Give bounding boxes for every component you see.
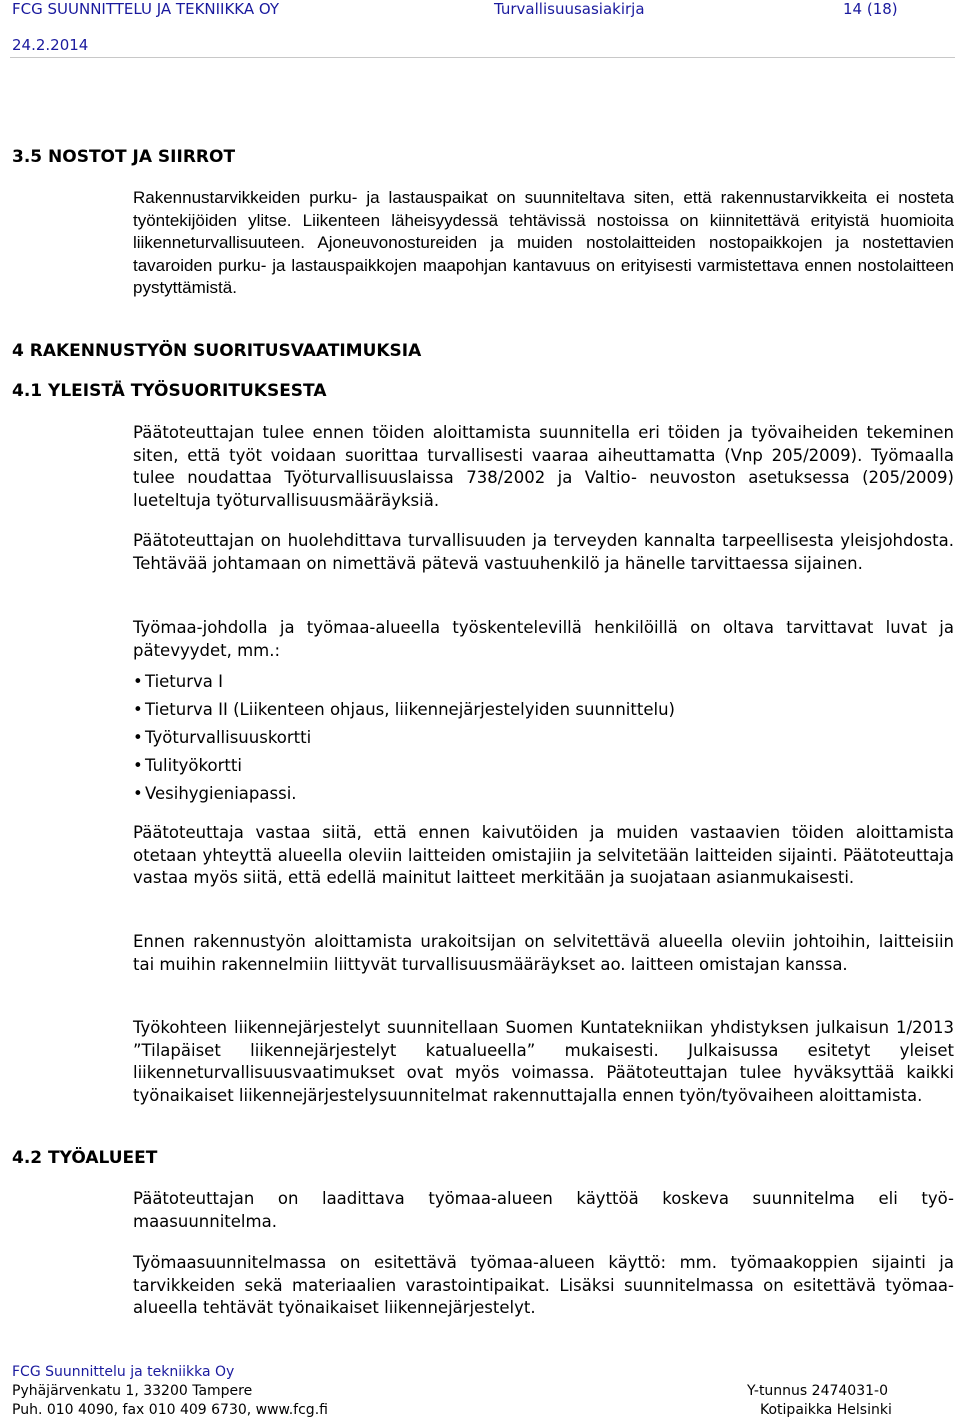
bullet-icon: • [133, 672, 143, 691]
bullet-icon: • [133, 784, 143, 803]
paragraph-4-2-2: Työmaasuunnitelmassa on esitettävä työmaa-alueen käyttö: mm. työmaakoppien sijainti ja tarvikkeiden sekä materiaalien varastointipaikat. Lisäksi suunnitelmassa on esitettävä työmaa-alueella tehtävät työnaikaiset liikennejärjestelyt. [133, 1253, 954, 1317]
footer-domicile: Kotipaikka Helsinki [760, 1402, 892, 1418]
heading-4-2: 4.2 TYÖALUEET [12, 1148, 158, 1168]
paragraph-4-1-2: Päätoteuttajan on huolehdittava turvallisuuden ja terveyden kannalta tarpeellisesta yleisjohdosta. Tehtävää johtamaan on nimettävä pätevä vastuuhenkilö ja hänelle tarvittaessa sijainen. [133, 531, 954, 573]
header-document-title: Turvallisuusasiakirja [494, 0, 645, 18]
paragraph-4-1-6: Työkohteen liikennejärjestelyt suunnitellaan Suomen Kuntatekniikan yhdistyksen julkaisun 1/2013 ”Tilapäiset liikennejärjestelyt katualueella” mukaisesti. Julkaisussa esitetyt yleiset liikenneturvallisuusvaatimukset ovat myös voimassa. Päätoteuttajan tulee hyväksyttää kaikki työnaikaiset liikennejärjestelysuunnitelmat rakennuttajalla ennen työn/työvaiheen aloittamista. [133, 1018, 954, 1105]
heading-4: 4 RAKENNUSTYÖN SUORITUSVAATIMUKSIA [12, 341, 422, 361]
paragraph-4-2-1: Päätoteuttajan on laadittava työmaa-alueen käyttöä koskeva suunnitelma eli työ- maasuunnitelma. [133, 1189, 954, 1231]
permits-list [133, 668, 954, 808]
footer-company: FCG Suunnittelu ja tekniikka Oy [12, 1364, 235, 1380]
header-divider [10, 57, 955, 58]
bullet-icon: • [133, 728, 143, 747]
list-item: • Tulityökortti [133, 752, 954, 780]
heading-4-1: 4.1 YLEISTÄ TYÖSUORITUKSESTA [12, 381, 327, 401]
bullet-icon: • [133, 756, 143, 775]
paragraph-nostot: Rakennustarvikkeiden purku- ja lastauspaikat on suunniteltava siten, että rakennustarvikkeita ei nosteta työntekijöiden ylitse. Liikenteen läheisyydessä tehtävissä nostoissa on kiinnitettävä erityistä huomioita liikenneturvallisuuteen. Ajoneuvonostureiden ja muiden nostolaitteiden nostopaikkojen ja nostettavien tavaroiden purku- ja lastauspaikkojen maapohjan kantavuus on erityisesti varmistettava ennen nostolaitteen pystyttämistä. [133, 188, 954, 297]
paragraph-4-1-4: Päätoteuttaja vastaa siitä, että ennen kaivutöiden ja muiden vastaavien töiden aloittamista otetaan yhteyttä alueella oleviin laitteiden omistajiin ja selvitetään laitteiden sijainti. Päätoteuttaja vastaa myös siitä, että edellä mainitut laitteet merkitään ja suojataan asianmukaisesti. [133, 823, 954, 887]
header-company: FCG SUUNNITTELU JA TEKNIIKKA OY [12, 0, 280, 18]
paragraph-4-1-1: Päätoteuttajan tulee ennen töiden aloittamista suunnitella eri töiden ja työvaiheiden tekeminen siten, että työt voidaan suorittaa turvallisesti vaaraa aiheuttamatta (Vnp 205/2009). Työmaalla tulee noudattaa Työturvallisuuslaissa 738/2002 ja Valtio- neuvoston asetuksessa (205/2009) lueteltuja työturvallisuusmääräyksiä. [133, 423, 954, 510]
list-item: • Tieturva II (Liikenteen ohjaus, liikennejärjestelyiden suunnittelu) [133, 696, 954, 724]
list-item: • Tieturva I [133, 668, 954, 696]
footer-address: Pyhäjärvenkatu 1, 33200 Tampere [12, 1383, 253, 1399]
list-item: • Työturvallisuuskortti [133, 724, 954, 752]
list-item: • Vesihygieniapassi. [133, 780, 954, 808]
bullet-icon: • [133, 700, 143, 719]
paragraph-4-1-3: Työmaa-johdolla ja työmaa-alueella työskentelevillä henkilöillä on oltava tarvittavat luvat ja pätevyydet, mm.: [133, 618, 954, 660]
footer-business-id: Y-tunnus 2474031-0 [747, 1383, 888, 1399]
heading-3-5: 3.5 NOSTOT JA SIIRROT [12, 147, 236, 167]
paragraph-4-1-5: Ennen rakennustyön aloittamista urakoitsijan on selvitettävä alueella oleviin johtoihin, laitteisiin tai muihin rakennelmiin liittyvät turvallisuusmääräykset ao. laitteen omistajan kanssa. [133, 932, 954, 974]
header-date: 24.2.2014 [12, 36, 89, 54]
footer-contact: Puh. 010 4090, fax 010 409 6730, www.fcg.fi [12, 1402, 328, 1418]
header-page-number: 14 (18) [843, 0, 898, 18]
